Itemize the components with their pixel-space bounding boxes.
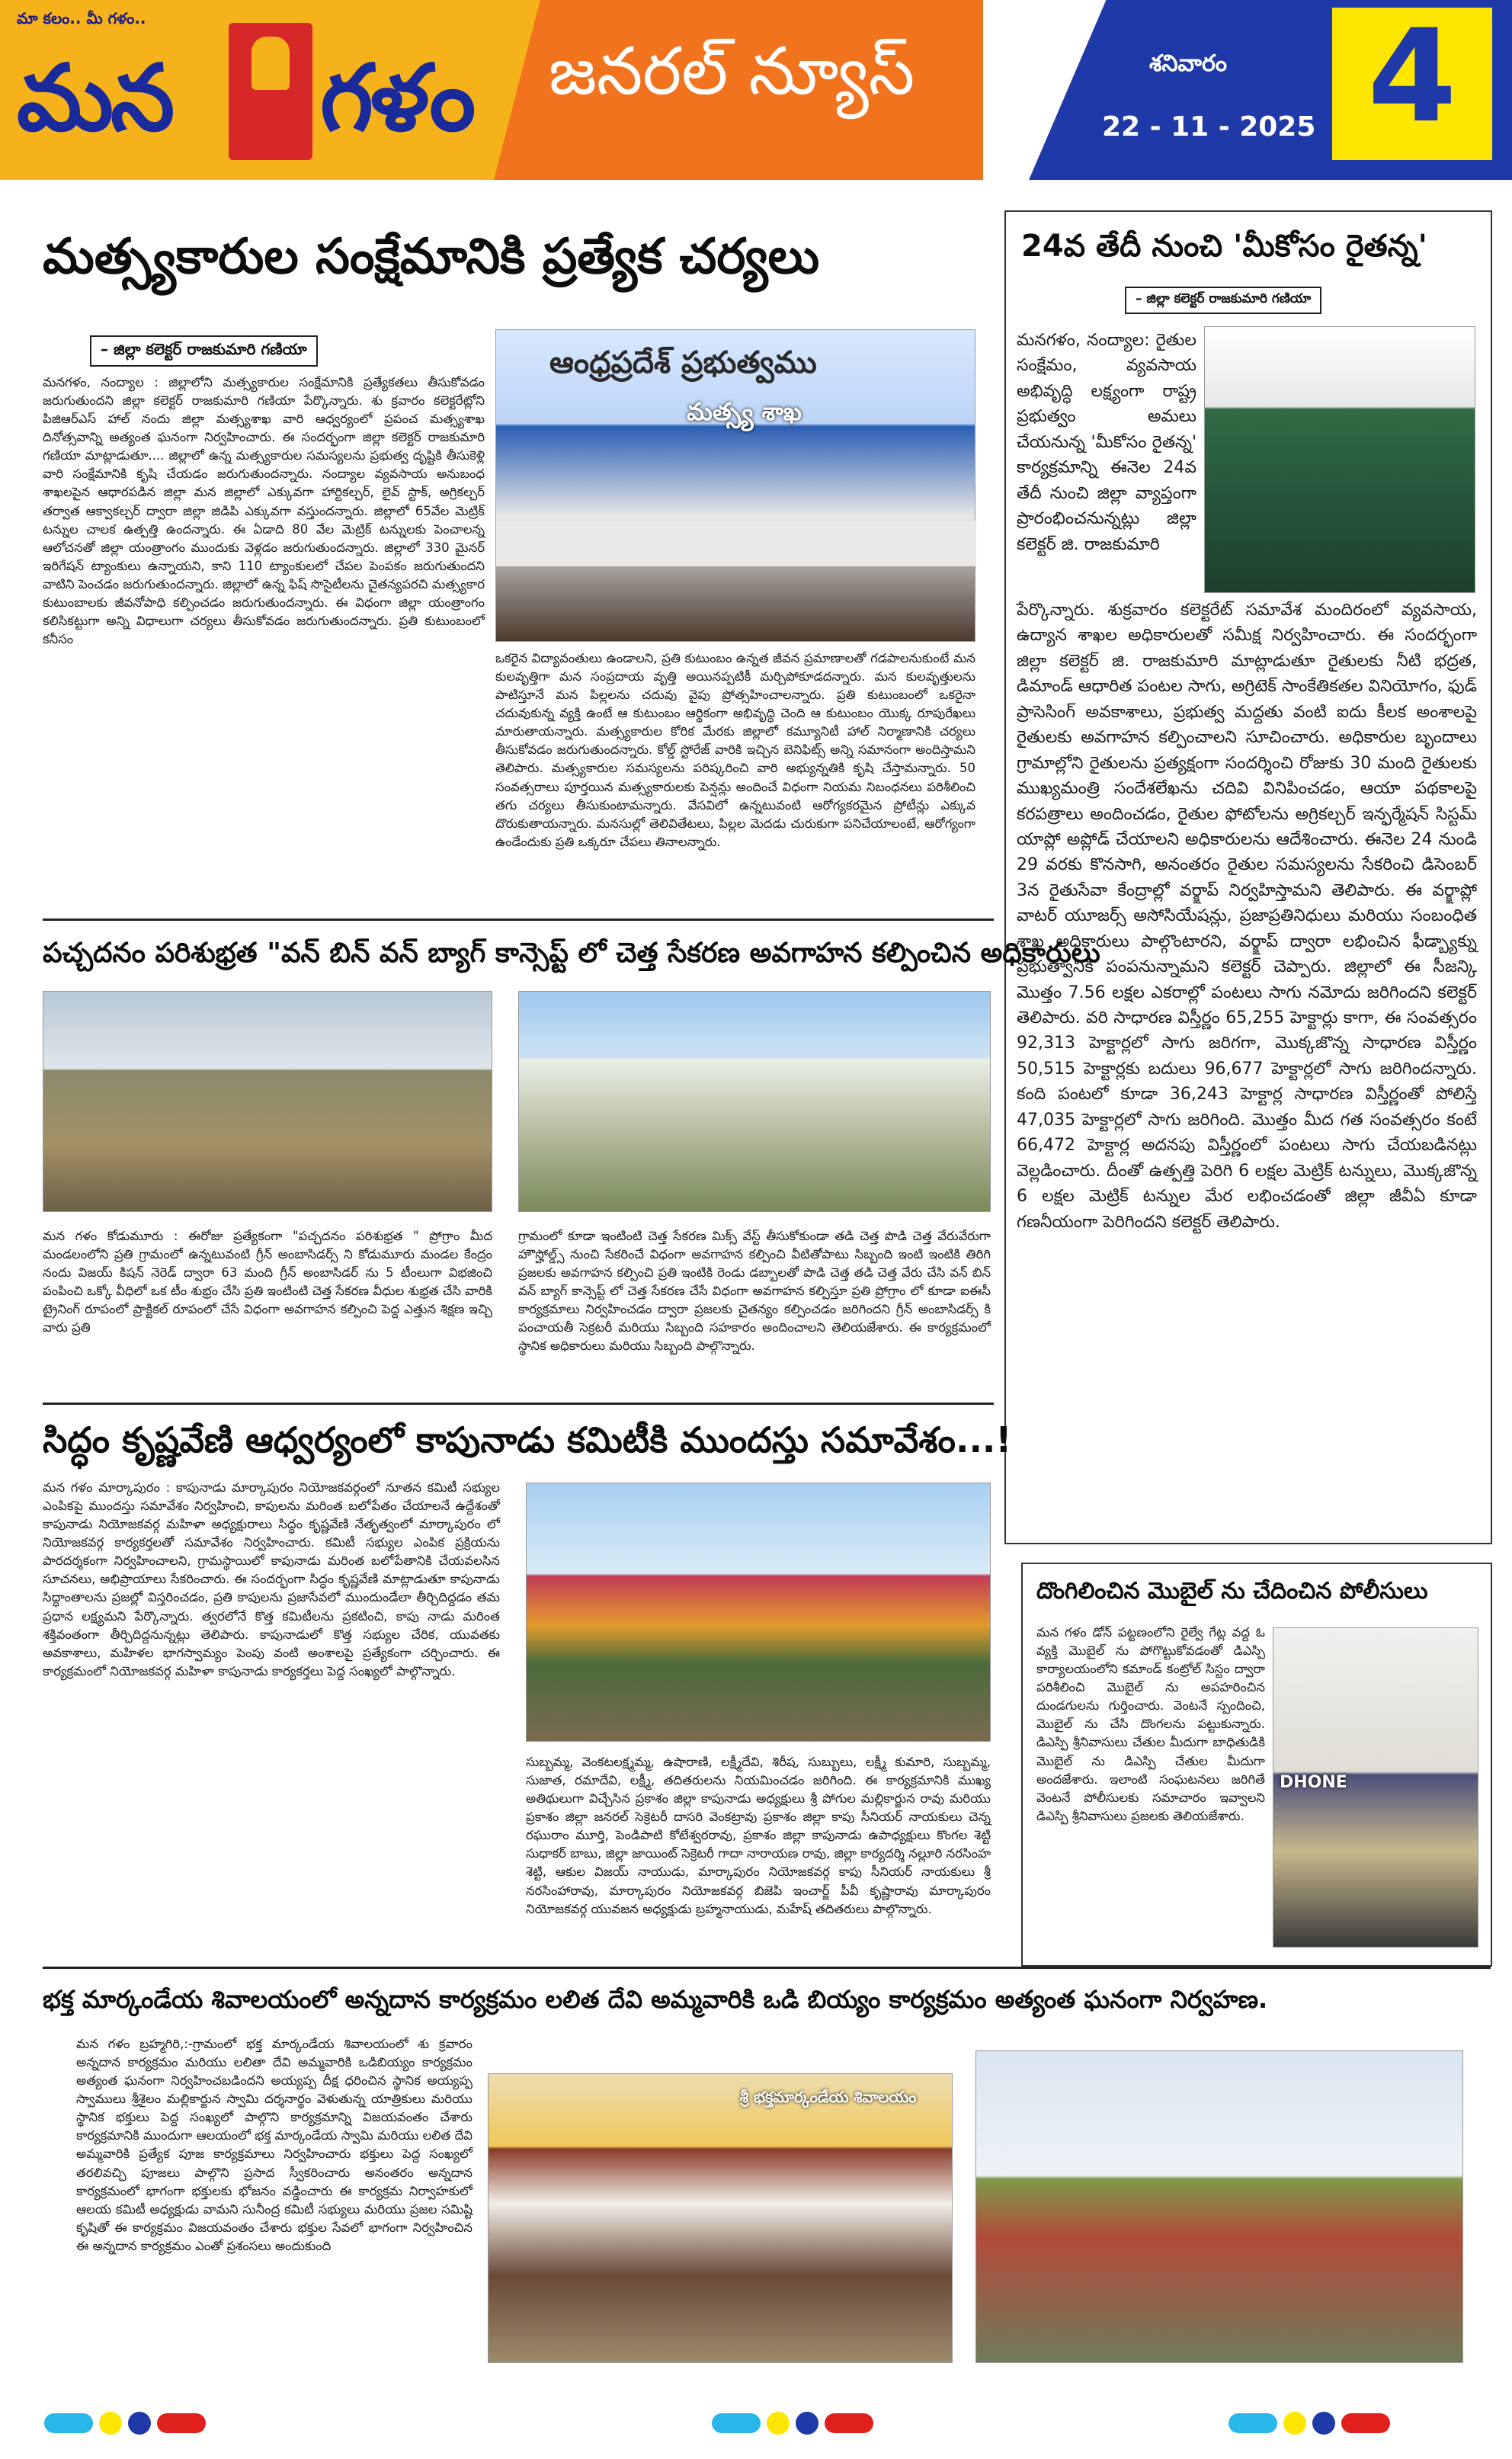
story6-headline: భక్త మార్కండేయ శివాలయంలో అన్నదాన కార్యక్రమం లలిత దేవి అమ్మవారికి ఒడి బియ్యం కార్యక్రమం అత్యంత ఘనంగా నిర్వహణ. xyxy=(43,1985,1268,2014)
story1-photo-sub: మత్స్య శాఖ xyxy=(687,397,802,426)
story5-body: మన గళం డోన్ పట్టణంలోని రైల్వే గేట్ల వద్ద ఓ వ్యక్తి మొబైల్ ను పోగొట్టుకోవడంతో డిఎస్పి కార్యాలయంలోని కమాండ్ కంట్రోల్ సిస్టం ద్వారా పరిశీలించి మొబైల్ ను అపహరించిన దుండగులను గుర్తించారు. వెంటనే స్పందించి, మొబైల్ ను చేసి దొంగలను పట్టుకున్నారు. డిఎస్పి శ్రీనివాసులు చేతుల మీదుగా బాధితుడికి మొబైల్ ను డిఎస్పి చేతుల మీదుగా అందజేశారు. ఇలాంటి సంఘటనలు జరిగితే వెంటనే పోలీసులకు సమాచారం ఇవ్వాలని డిఎస్పి శ్రీనివాసులు ప్రజలకు తెలియజేశారు. xyxy=(1036,1625,1265,1823)
issue-date: 22 - 11 - 2025 xyxy=(1102,111,1316,143)
story1-column-1: మనగళం, నంద్యాల : జిల్లాలోని మత్స్యకారుల సంక్షేమానికి ప్రత్యేకతలు తీసుకోవడం జరుగుతుందని జిల్లా కలెక్టర్ రాజకుమారి గణియా పేర్కొన్నారు. శు క్రవారం కలెక్టరేట్లోని పిజిఆర్ఎస్ హాల్ నందు జిల్లా మత్స్యశాఖ వారి ఆధ్వర్యంలో ప్రపంచ మత్స్యశాఖ దినోత్సవాన్ని అత్యంత ఘనంగా నిర్వహించారు. ఈ సందర్భంగా జిల్లా కలెక్టర్ రాజకుమారి గణియా మాట్లాడుతూ.... జిల్లాలో ఉన్న మత్స్యకారుల సమస్యలను ప్రభుత్వ దృష్టికి తీసుకెళ్లి వారి సంక్షేమానికి కృషి చేయడం జరుగుతుందన్నారు. నంద్యాల వ్యవసాయ అనుబంధ శాఖలపైన ఆధారపడిన జిల్లా మన జిల్లాలో ఎక్కువగా హార్టికల్చర్, లైవ్ స్టాక్, అగ్రికల్చర్ తర్వాత ఆక్వాకల్చర్ ద్వారా జిల్లా జిడిపి ఎక్కువగా వస్తుందన్నారు. జిల్లాలో 65వేల మెట్రిక్ టన్నుల చాలక ఉత్పత్తి ఉందన్నారు. ఈ ఏడాది 80 వేల మెట్రిక్ టన్నులకు పెంచాలన్న ఆలోచనతో జిల్లా యంత్రాంగం ముందుకు వెళ్లడం జరుగుతుందన్నారు. జిల్లాలో 330 మైనర్ ఇరిగేషన్ ట్యాంకులు ఉన్నాయని, కాని 110 ట్యాంకులలో చేపల పెంపకం జరుగుతుందని వాటిని పెంచడం జరుగుతుందన్నారు. జిల్లాలో ఉన్న ఫిష్ సొసైటీలను చైతన్యపరచి మత్స్యకార కుటుంబాలకు జీవనోపాధి కల్పించడం జరుగుతుందన్నారు. ఈ విధంగా జిల్లా యంత్రాంగం కలిసికట్టుగా అన్ని విధాలుగా చర్యలు తీసుకోవడం జరుగుతుందన్నారు. ప్రతి కుటుంబంలో కనీసం xyxy=(43,375,485,647)
story2-headline: 24వ తేదీ నుంచి 'మీకోసం రైతన్న' xyxy=(1021,229,1427,264)
story3-photo-road xyxy=(43,991,492,1212)
story2-body: పేర్కొన్నారు. శుక్రవారం కలెక్టరేట్ సమావేశ మందిరంలో వ్యవసాయ, ఉద్యాన శాఖల అధికారులతో సమీక్ష నిర్వహించారు. ఈ సందర్భంగా జిల్లా కలెక్టర్ జి. రాజకుమారి మాట్లాడుతూ రైతులకు నీటి భద్రత, డిమాండ్ ఆధారిత పంటల సాగు, అగ్రిటెక్ సాంకేతికతల వినియోగం, ఫుడ్ ప్రాసెసింగ్ అవకాశాలు, ప్రభుత్వ మద్దతు వంటి ఐదు కీలక అంశాలపై రైతులకు అవగాహన కల్పించాలని సూచించారు. అధికారుల బృందాలు గ్రామాల్లోని రైతులను ప్రత్యక్షంగా సందర్శించి రోజుకు 30 మంది రైతులకు ముఖ్యమంత్రి సందేశలేఖను చదివి వినిపించడం, ఆయా పథకాలపై కరపత్రాలు అందించడం, రైతుల ఫోటోలను అగ్రికల్చర్ ఇన్ఫర్మేషన్ సిస్టమ్ యాప్లో అప్లోడ్ చేయాలని అధికారులను ఆదేశించారు. ఈనెల 24 నుండి 29 వరకు కొనసాగి, అనంతరం రైతుల సమస్యలను సేకరించి డిసెంబర్ 3న రైతుసేవా కేంద్రాల్లో వర్క్షాప్ నిర్వహిస్తామని తెలిపారు. ఈ వర్క్షాప్లో వాటర్ యూజర్స్ అసోసియేషన్లు, ప్రజాప్రతినిధులు మరియు సంబంధిత శాఖ అధికారులు పాల్గొంటారని, వర్క్షాప్ ద్వారా లభించిన ఫీడ్బ్యాక్ను ప్రభుత్వానికి పంపనున్నామని కలెక్టర్ చెప్పారు. జిల్లాలో ఈ సీజన్కి మొత్తం 7.56 లక్షల ఎకరాల్లో పంటలు సాగు నమోదు జరిగిందని కలెక్టర్ తెలిపారు. వరి సాధారణ విస్తీర్ణం 65,255 హెక్టార్లు కాగా, ఈ సంవత్సరం 92,313 హెక్టార్లలో సాగు జరిగగా, మొక్కజొన్న సాధారణ విస్తీర్ణం 50,515 హెక్టార్లకు బదులు 96,677 హెక్టార్లలో సాగు జరిగిందన్నారు. కంది పంటలో కూడా 36,243 హెక్టార్ల సాధారణ విస్తీర్ణంతో పోలిస్తే 47,035 హెక్టార్లలో సాగు జరిగింది. మొత్తం మీద గత సంవత్సరం కంటే 66,472 హెక్టార్ల అదనపు విస్తీర్ణంలో పంటలు సాగు చేయబడినట్లు వెల్లడించారు. దీంతో ఉత్పత్తి పెరిగి 6 లక్షల మెట్రిక్ టన్నులు, మొక్కజొన్న 6 లక్షల మెట్రిక్ టన్నుల మేర లభించడంతో జిల్లా జీవీఏ కూడా గణనీయంగా పెరిగిందని కలెక్టర్ తెలిపారు. xyxy=(1017,601,1477,1232)
story4-headline: సిద్ధం కృష్ణవేణి ఆధ్వర్యంలో కాపునాడు కమిటీకి ముందస్తు సమావేశం...! xyxy=(43,1419,1012,1460)
story1-photo xyxy=(495,329,975,642)
story6-photo-sign: శ్రీ భక్తమార్కండేయ శివాలయం xyxy=(740,2088,917,2106)
story2-photo xyxy=(1204,326,1475,593)
story3-photo-shed xyxy=(518,991,991,1212)
logo-fist-pen-icon xyxy=(229,23,312,160)
divider xyxy=(43,919,994,921)
story1-headline: మత్స్యకారుల సంక్షేమానికి ప్రత్యేక చర్యలు xyxy=(43,229,820,285)
story2-byline: – జిల్లా కలెక్టర్ రాజకుమారి గణియా xyxy=(1125,287,1321,314)
section-title: జనరల్ న్యూస్ xyxy=(549,34,915,110)
masthead-tagline: మా కలం.. మీ గళం.. xyxy=(17,9,146,27)
divider xyxy=(43,1403,994,1405)
issue-day: శనివారం xyxy=(1149,50,1227,77)
story1-photo-table xyxy=(496,521,976,566)
story5-photo xyxy=(1273,1627,1478,1948)
story1-photo-banner: ఆంధ్రప్రదేశ్ ప్రభుత్వము xyxy=(549,345,817,380)
logo-text-right: గళం xyxy=(320,46,473,152)
story6-body: మన గళం బ్రహ్మగిరి,:-గ్రామంలో భక్త మార్కండేయ శివాలయంలో శు క్రవారం అన్నదాన కార్యక్రమం మరియు లలితా దేవి అమ్మవారికి ఒడిబియ్యం కార్యక్రమం అత్యంత ఘనంగా నిర్వహించబడిందని అయ్యప్ప దీక్ష ధరించిన స్థానిక అయ్యప్ప స్వాములు శ్రీశైలం మల్లికార్జున స్వామి దర్శనార్థం వెళుతున్న యాత్రికులు మరియు స్థానిక భక్తులు పెద్ద సంఖ్యలో పాల్గొని కార్యక్రమాన్ని విజయవంతం చేశారు కార్యక్రమానికి ముందుగా ఆలయంలో భక్త మార్కండేయ స్వామి మరియు లలిత దేవి అమ్మవారికి ప్రత్యేక పూజ కార్యక్రమాలు నిర్వహించారు భక్తులు పెద్ద సంఖ్యలో తరలివచ్చి పూజలు పాల్గొని ప్రసాద స్వీకరించారు అనంతరం అన్నదాన కార్యక్రమంలో భాగంగా భక్తులకు భోజనం వడ్డించారు ఈ కార్యక్రమ నిర్వాహకులో ఆలయ కమిటీ అధ్యక్షుడు వామని సునీంద్ర కమిటీ సభ్యులు మరియు ప్రజల సమిష్టి కృషితో ఈ కార్యక్రమం విజయవంతం చేశారు భక్తుల సేవలో భాగంగా నిర్వహించిన ఈ అన్నదాన కార్యక్రమం ఎంతో ప్రశంసలు అందుకుంది xyxy=(76,2037,472,2253)
story3-column-1: మన గళం కోడుమూరు : ఈరోజు ప్రత్యేకంగా "పచ్చదనం పరిశుభ్రత " ప్రోగ్రాం మీద మండలంలోని ప్రతి గ్రామంలో ఉన్నటువంటి గ్రీన్ అంబాసిడర్స్ ని కోడుమూరు మండల కేంద్రం నందు విజయ్ కిషన్ నెరెడ్ ద్వారా 63 మంది గ్రీన్ అంబాసిడర్ ను 5 టీంలుగా విభజించి పంపించి ఒక్కో వీధిలో ఒక టీం శుభ్రం చేసి ప్రతి ఇంటింటి చెత్త సేకరణ వీధుల శుభ్రత చేసి వారికి ట్రైనింగ్ రూపంలో ప్రాక్టికల్ రూపంలో చేసే విధంగా అవగాహన కల్పించి పెద్ద ఎత్తున శిక్షణ ఇచ్చి వారు ప్రతి xyxy=(43,1229,492,1335)
story5-headline: దొంగిలించిన మొబైల్ ను చేదించిన పోలీసులు xyxy=(1036,1578,1428,1605)
story5-photo-sign: DHONE xyxy=(1280,1773,1347,1792)
logo-text-left: మన xyxy=(17,46,172,152)
divider xyxy=(43,1967,1491,1969)
story1-column-2: ఒకరైన విద్యావంతులు ఉండాలని, ప్రతి కుటుంబం ఉన్నత జీవన ప్రమాణాలతో గడపాలనుకుంటే మన కులవృత్తిగా మన సంప్రదాయ వృత్తి అయినప్పటికీ మర్చిపోకూడదన్నారు. మన కులవృత్తులను పాటిస్తూనే మన పిల్లలను చదువు వైపు ప్రోత్సహించాలన్నారు. ప్రతి కుటుంబంలో ఒకరైనా చదువుకున్న వ్యక్తి ఉంటే ఆ కుటుంబం ఆర్థికంగా అభివృద్ధి చెంది ఆ కుటుంబం యొక్క రూపురేఖలు మారుతాయన్నారు. మత్స్యకారుల కోరిక మేరకు జిల్లాలో కమ్యూనిటీ హాల్ నిర్మాణానికి చర్యలు తీసుకోవడం జరుగుతుందన్నారు. కోల్డ్ స్టోరేజ్ వారికి ఇచ్చిన బెనిఫిట్స్ అన్ని సమానంగా అందిస్తామని తెలిపారు. మత్స్యకారుల సమస్యలను పరిష్కరించి వారి అభ్యున్నతికి కృషి చేస్తామన్నారు. 50 సంవత్సరాలు పూర్తయిన మత్స్యకారులకు పెన్షన్లు అందించే విధంగా నియమ నిబంధనలు పరిశీలించి తగు చర్యలు తీసుకుంటామన్నారు. వేసవిలో ఉన్నటువంటి ఆరోగ్యకరమైన ప్రోటీన్లు ఎక్కువ దొరుకుతాయన్నారు. మనసుల్లో తెలివితేటలు, పిల్లల మెదడు చురుకుగా పనిచేయాలంటే, ఆరోగ్యంగా ఉండేందుకు ప్రతి ఒక్కరూ చేపలు తినాలన్నారు. xyxy=(495,651,975,849)
story3-column-2: గ్రామంలో కూడా ఇంటింటి చెత్త సేకరణ మిక్స్ వేస్ట్ తీసుకోకుండా తడి చెత్త పొడి చెత్త వేరువేరుగా హౌస్హోల్డ్స్ నుంచి సేకరించే విధంగా అవగాహన కల్పించి వీటితోపాటు సిబ్బంది ఇంటి ఇంటికి తిరిగి ప్రజలకు అవగాహన కల్పించి ప్రతి ఇంటికి రెండు డబ్బాలతో పొడి చెత్త తడి చెత్త వేరు చేసి వన్ బిన్ వన్ బ్యాగ్ కాన్సెప్ట్ లో చెత్త సేకరణ చేసే విధంగా అవగాహన కల్పిస్తూ ప్రతి ప్రోగ్రాం లో కూడా ఐఈసీ కార్యక్రమాలు నిర్వహించడం ద్వారా ప్రజలకు చైతన్యం కల్పించడం జరిగిందని గ్రీన్ అంబాసిడర్స్ కి పంచాయతీ సెక్రటరీ మరియు సిబ్బంది సహకారం అందించాలని తెలియజేశారు. ఈ కార్యక్రమంలో స్థానిక అధికారులు మరియు సిబ్బంది పాల్గొన్నారు. xyxy=(518,1229,991,1354)
story6-photo-shrine xyxy=(975,2050,1463,2363)
story4-column-1: మన గళం మార్కాపురం : కాపునాడు మార్కాపురం నియోజకవర్గంలో నూతన కమిటీ సభ్యుల ఎంపికపై ముందస్తు సమావేశం నిర్వహించి, కాపులను మరింత బలోపేతం చేయాలనే ఉద్దేశంతో కాపునాడు నియోజకవర్గ మహిళా అధ్యక్షురాలు సిద్ధం కృష్ణవేణి నేతృత్వంలో మార్కాపురం లో నియోజకవర్గ కార్యకర్తలతో సమావేశం నిర్వహించారు. కమిటీ సభ్యుల ఎంపిక ప్రక్రియను పారదర్శకంగా నిర్వహించాలని, గ్రామస్థాయిలో కాపునాడు మరింత బలోపేతానికి చేయవలసిన సూచనలు, అభిప్రాయాలు సేకరించారు. ఈ సందర్భంగా సిద్ధం కృష్ణవేణి మాట్లాడుతూ కాపునాడు సిద్ధాంతాలను ప్రజల్లో విస్తరించడం, ప్రతి కాపులను ప్రజాసేవలో ముందుండేలా తీర్చిదిద్దడం తమ ప్రధాన లక్ష్యమని పేర్కొన్నారు. త్వరలోనే కొత్త కమిటీలను ప్రకటించి, కాపు నాడు మరింత శక్తివంతంగా తీర్చిదిద్దనున్నట్లు తెలిపారు. కాపునాడులో కొత్త సభ్యుల చేరిక, యువతకు అవకాశాలు, మహిళల భాగస్వామ్యం పెంపు వంటి అంశాలపై ప్రత్యేకంగా చర్చించారు. ఈ కార్యక్రమంలో నియోజకవర్గ మహిళా కాపునాడు కార్యకర్తలు పెద్ద సంఖ్యలో పాల్గొన్నారు. xyxy=(43,1480,500,1678)
page-number: 4 xyxy=(1367,2,1457,151)
story1-byline: – జిల్లా కలెక్టర్ రాజకుమారి గణియా xyxy=(90,335,318,367)
story4-column-2: సుబ్బమ్మ, వెంకటలక్ష్మమ్మ, ఉషారాణి, లక్ష్మీదేవి, శిరీష, సుబ్బులు, లక్ష్మీ కుమారి, సుబ్బమ్మ, సుజాత, రమాదేవి, లక్ష్మీ, తదితరులను నియమించడం జరిగింది. ఈ కార్యక్రమానికి ముఖ్య అతిథులుగా విచ్చేసిన ప్రకాశం జిల్లా కాపునాడు అధ్యక్షులు శ్రీ పోగుల మల్లికార్జున రావు మరియు ప్రకాశం జిల్లా జనరల్ సెక్రెటరీ దాసరి వెంకట్రావు ప్రకాశం జిల్లా కాపు సీనియర్ నాయకులు చెన్న రఘురాం మూర్తి, పెండిపాటి కోటేశ్వరరావు, ప్రకాశం జిల్లా కాపునాడు ఉపాధ్యక్షులు కొంగల శెట్టి సుధాకర్ బాబు, జిల్లా జాయింట్ సెక్రెటరీ గాదా నారాయణ రావు, జిల్లా కార్యదర్శి నల్లూరి నరసింహ శెట్టి, ఆకుల విజయ్ నాయుడు, మార్కాపురం నియోజకవర్గ కాపు సీనియర్ నాయకులు శ్రీ నరసింహారావు, మార్కాపురం నియోజకవర్గ బిజెపి ఇంచార్జ్ పీవీ కృష్ణారావు మార్కాపురం నియోజకవర్గ యువజన అధ్యక్షుడు బ్రహ్మనాయుడు, మహేష్ తదితరులు పాల్గొన్నారు. xyxy=(526,1755,991,1916)
story2-lead: మనగళం, నంద్యాల: రైతుల సంక్షేమం, వ్యవసాయ అభివృద్ధి లక్ష్యంగా రాష్ట్ర ప్రభుత్వం అమలు చేయనున్న 'మీకోసం రైతన్న' కార్యక్రమాన్ని ఈనెల 24వ తేదీ నుంచి జిల్లా వ్యాప్తంగా ప్రారంభించనున్నట్లు జిల్లా కలెక్టర్ జి. రాజకుమారి xyxy=(1017,331,1196,554)
story4-photo xyxy=(526,1483,991,1742)
story6-photo-temple xyxy=(488,2073,953,2363)
story3-headline: పచ్చదనం పరిశుభ్రత "వన్ బిన్ వన్ బ్యాగ్ కాన్సెప్ట్ లో చెత్త సేకరణ అవగాహన కల్పించిన అధికారులు xyxy=(43,938,1100,969)
